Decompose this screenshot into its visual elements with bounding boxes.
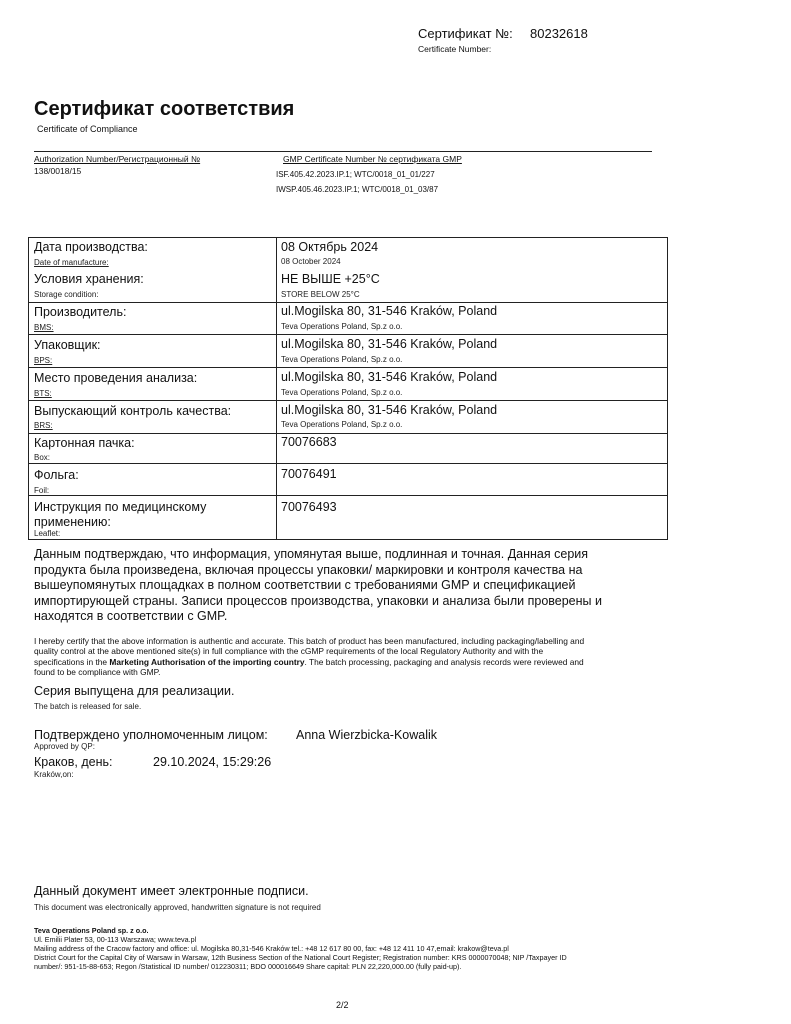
row-value: ul.Mogilska 80, 31-546 Kraków, Poland (281, 370, 498, 384)
row-label: Упаковщик: (34, 338, 101, 352)
row-label-en: Box: (34, 453, 51, 462)
row-value: 70076683 (281, 435, 337, 449)
gmp-certificate-line: ISF.405.42.2023.IP.1; WTC/0018_01_01/227 (276, 170, 435, 179)
row-value-en: 08 October 2024 (281, 257, 341, 266)
row-label: Место проведения анализа: (34, 371, 198, 385)
row-label-en: Date of manufacture: (34, 258, 109, 267)
certificate-number-label: Сертификат №: (418, 26, 513, 41)
row-label-en: Storage condition: (34, 290, 99, 299)
gmp-certificate-line: IWSP.405.46.2023.IP.1; WTC/0018_01_03/87 (276, 185, 439, 194)
row-label: Условия хранения: (34, 272, 144, 286)
esign-en: This document was electronically approved, handwritten signature is not required (34, 903, 321, 912)
esign-ru: Данный документ имеет электронные подписи. (34, 884, 309, 898)
row-label: Производитель: (34, 305, 127, 319)
approval-label: Подтверждено уполномоченным лицом: (34, 728, 268, 742)
page-subtitle: Certificate of Compliance (37, 124, 138, 134)
gmp-certificate-label: GMP Certificate Number № сертификата GMP (283, 154, 462, 164)
row-value: ul.Mogilska 80, 31-546 Kraków, Poland (281, 403, 498, 417)
approval-place-en: Kraków,on: (34, 770, 74, 779)
statement-en (34, 636, 594, 678)
row-value: ul.Mogilska 80, 31-546 Kraków, Poland (281, 337, 498, 351)
footer-line: Mailing address of the Cracow factory and office: ul. Mogilska 80,31-546 Kraków tel.: +48 12 617 80 00, fax: +48 12 411 10 47,email: krakow@teva.pl (34, 944, 509, 953)
statement-en-text: I hereby certify that the above information is authentic and accurate. This batch of product has been manufactured, including packaging/labelling and quality control at the above mentioned site(s) in full compliance with the cGMP requirements of the local Regulatory Authority and with the specifications in the (34, 636, 585, 667)
row-value-en: Teva Operations Poland, Sp.z o.o. (281, 355, 403, 364)
row-value-en: Teva Operations Poland, Sp.z o.o. (281, 322, 403, 331)
statement-ru: Данным подтверждаю, что информация, упомянутая выше, подлинная и точная. Данная серия продукта была произведена, включая процессы упаковки/ маркировки и контроля качества на вышеупомянутых площадках в полном соответствии с требованиями GMP и спецификацией импортирующей страны. Записи процессов производства, упаковки и анализа были проверены и находятся в соответствии с GMP. (34, 547, 602, 623)
row-value: ul.Mogilska 80, 31-546 Kraków, Poland (281, 304, 498, 318)
row-value: 70076491 (281, 467, 337, 481)
row-value: НЕ ВЫШЕ +25°С (281, 272, 380, 286)
footer-line: Ul. Emilii Plater 53, 00-113 Warszawa; www.teva.pl (34, 935, 197, 944)
row-label-en: Foil: (34, 486, 50, 495)
row-label-en: BTS: (34, 389, 52, 398)
row-label: Инструкция по медицинскому применению: (34, 500, 207, 529)
statement-en-bold: Marketing Authorisation of the importing country (109, 656, 305, 667)
authorization-value: 138/0018/15 (34, 166, 82, 176)
page-number: 2/2 (336, 1000, 349, 1010)
row-label: Выпускающий контроль качества: (34, 404, 232, 418)
row-label: Фольга: (34, 468, 79, 482)
row-label: Картонная пачка: (34, 436, 135, 450)
statement-en-text: . The batch processing, packaging and analysis records were reviewed and found to be compliance with GMP. (34, 656, 584, 678)
row-value-en: Teva Operations Poland, Sp.z o.o. (281, 388, 403, 397)
footer-line: District Court for the Capital City of Warsaw in Warsaw, 12th Business Section of the National Court Register; Registration number: KRS 0000070048; NIP /Taxpayer ID (34, 953, 567, 962)
row-value-en: STORE BELOW 25°C (281, 290, 360, 299)
row-label: Дата производства: (34, 240, 148, 254)
authorization-label: Authorization Number/Регистрационный № (34, 154, 201, 164)
row-label-en: BMS: (34, 323, 54, 332)
row-label-en: BRS: (34, 421, 53, 430)
approval-name: Anna Wierzbicka-Kowalik (296, 728, 438, 742)
certificate-number-value: 80232618 (530, 26, 588, 41)
approval-label-en: Approved by QP: (34, 742, 95, 751)
certificate-number-label-en: Certificate Number: (418, 44, 492, 54)
row-label-en: BPS: (34, 356, 53, 365)
row-value-en: Teva Operations Poland, Sp.z o.o. (281, 420, 403, 429)
row-value: 70076493 (281, 500, 337, 514)
release-ru: Серия выпущена для реализации. (34, 684, 235, 698)
approval-place: Краков, день: (34, 755, 113, 769)
row-value: 08 Октябрь 2024 (281, 240, 379, 254)
release-en: The batch is released for sale. (34, 702, 142, 711)
approval-datetime: 29.10.2024, 15:29:26 (153, 755, 272, 769)
row-label-en: Leaflet: (34, 529, 61, 538)
footer-line: number/: 951-15-88-653; Regon /Statistical ID number/ 012230311; BDO 000016649 Share capital: PLN 22,220,000.00 (fully paid-up). (34, 962, 462, 971)
page-title: Сертификат соответствия (34, 98, 295, 120)
footer-company: Teva Operations Poland sp. z o.o. (34, 926, 149, 935)
